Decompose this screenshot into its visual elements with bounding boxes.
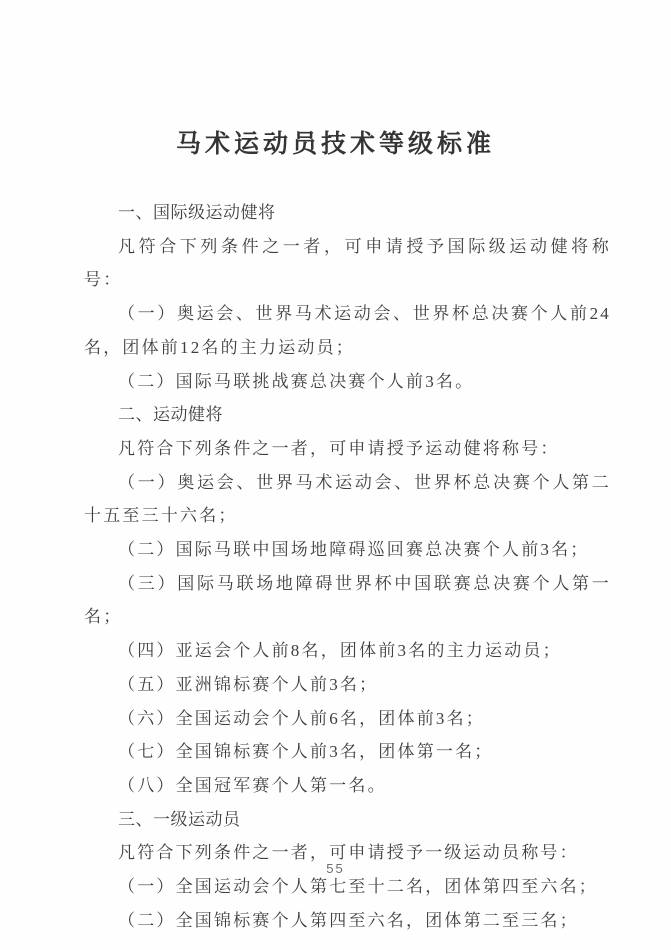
section-intro: 凡符合下列条件之一者，可申请授予国际级运动健将称号： bbox=[84, 236, 611, 290]
document-body bbox=[84, 196, 611, 937]
list-item: （二）国际马联中国场地障碍巡回赛总决赛个人前3名； bbox=[118, 540, 590, 560]
section-heading: 二、运动健将 bbox=[118, 405, 223, 425]
list-item: （三）国际马联场地障碍世界杯中国联赛总决赛个人第一名； bbox=[84, 573, 611, 627]
document-title: 马术运动员技术等级标准 bbox=[175, 131, 495, 158]
list-item: （四）亚运会个人前8名，团体前3名的主力运动员； bbox=[118, 641, 562, 661]
list-item: （二）全国锦标赛个人第四至六名，团体第二至三名； bbox=[118, 910, 579, 930]
section-heading: 三、一级运动员 bbox=[118, 809, 241, 829]
list-item: （二）国际马联挑战赛总决赛个人前3名。 bbox=[118, 371, 475, 391]
section-intro: 凡符合下列条件之一者，可申请授予运动健将称号： bbox=[118, 438, 560, 458]
list-item: （一）全国运动会个人第七至十二名，团体第四至六名； bbox=[118, 877, 598, 897]
page-number: 55 bbox=[326, 861, 345, 876]
list-item: （一）奥运会、世界马术运动会、世界杯总决赛个人第二十五至三十六名； bbox=[84, 472, 611, 526]
list-item: （一）奥运会、世界马术运动会、世界杯总决赛个人前24名，团体前12名的主力运动员； bbox=[84, 304, 611, 357]
list-item: （八）全国冠军赛个人第一名。 bbox=[118, 775, 387, 795]
section-heading: 一、国际级运动健将 bbox=[118, 203, 276, 222]
list-item: （七）全国锦标赛个人前3名，团体第一名； bbox=[118, 742, 494, 762]
list-item: （五）亚洲锦标赛个人前3名； bbox=[118, 674, 379, 694]
list-item: （六）全国运动会个人前6名，团体前3名； bbox=[118, 708, 485, 728]
section-intro: 凡符合下列条件之一者，可申请授予一级运动员称号： bbox=[118, 843, 579, 863]
